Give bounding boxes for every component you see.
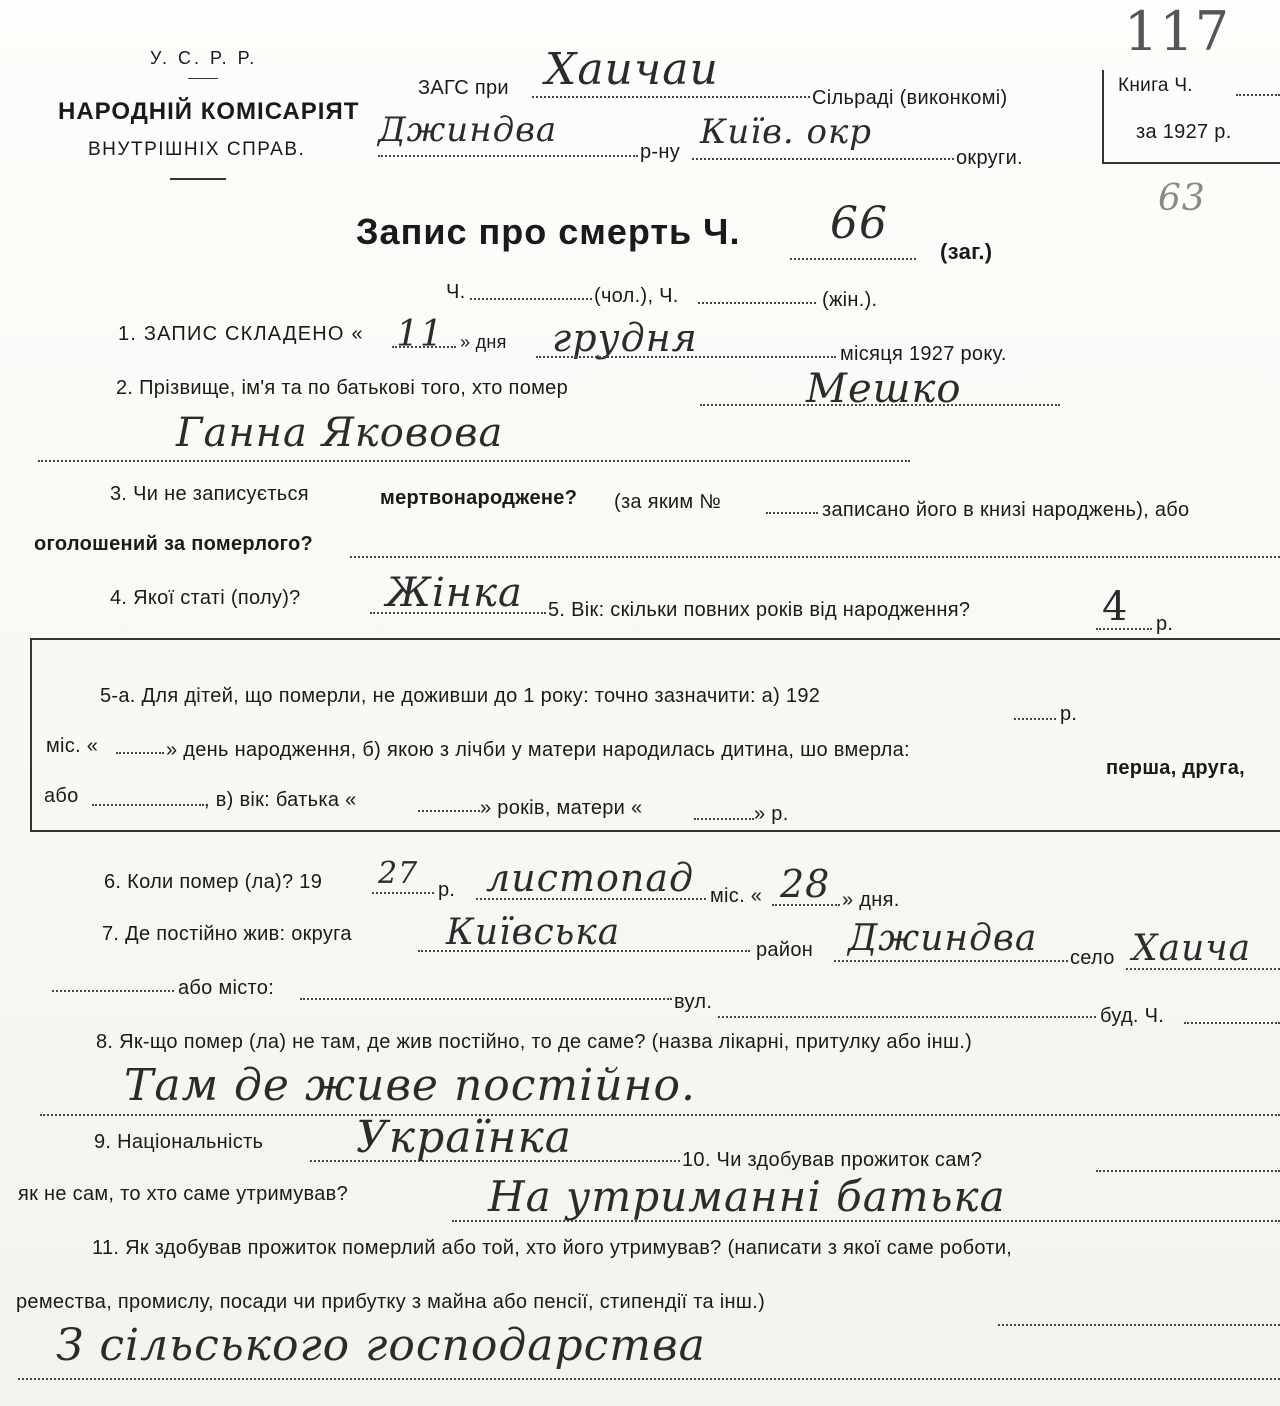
f5a-line2-bold: перша, друга, <box>1106 757 1246 779</box>
zags-village-handwritten: Хаичаи <box>545 44 719 95</box>
rnu-label: р-ну <box>640 141 681 163</box>
f7-label: 7. Де постійно жив: округа <box>102 923 352 945</box>
f6-dnia: » дня. <box>842 889 900 911</box>
dotted-line <box>998 1324 1280 1326</box>
f5-label: 5. Вік: скільки повних років від народження? <box>548 599 971 621</box>
f5a-line1-end: р. <box>1060 703 1078 725</box>
f1-month-handwritten: грудня <box>552 316 698 360</box>
dotted-line <box>452 1220 1280 1222</box>
dotted-line <box>52 990 174 992</box>
book-box-bottom <box>1102 162 1280 164</box>
dotted-line <box>476 898 706 900</box>
f7-okruha-handwritten: Київська <box>446 912 621 953</box>
dotted-line <box>698 302 816 304</box>
dotted-line <box>1184 1022 1280 1024</box>
dotted-line <box>38 460 910 462</box>
dotted-line <box>372 892 434 894</box>
dotted-line <box>470 298 592 300</box>
dotted-line <box>310 1160 680 1162</box>
f8-value-handwritten: Там де живе постійно. <box>124 1060 697 1111</box>
commissariat-label: НАРОДНІЙ КОМІСАРІЯТ <box>58 98 360 125</box>
dotted-line <box>1014 718 1056 720</box>
corner-number-handwritten: 117 <box>1124 0 1231 63</box>
dotted-line <box>392 346 456 348</box>
f6-month-handwritten: листопад <box>486 856 695 900</box>
dotted-line <box>418 810 480 812</box>
dotted-line <box>378 155 638 157</box>
ch-label: Ч. <box>446 281 466 303</box>
divider <box>170 178 226 180</box>
dotted-line <box>766 512 818 514</box>
f3-rest: (за яким № <box>614 491 722 513</box>
f7-bud: буд. Ч. <box>1100 1005 1165 1027</box>
f10-value-handwritten: На утриманні батька <box>488 1172 1006 1221</box>
f5a-line3b: , в) вік: батька « <box>204 789 357 811</box>
f6-r: р. <box>438 879 456 901</box>
dotted-line <box>772 904 840 906</box>
f5-age-handwritten: 4 <box>1102 584 1129 630</box>
f5a-line3c: » років, матери « <box>480 797 643 819</box>
dotted-line <box>350 556 1280 558</box>
book-box-left <box>1102 70 1104 162</box>
dotted-line <box>300 998 672 1000</box>
okruh-handwritten: Київ. окр <box>700 112 873 152</box>
f3-label: 3. Чи не записується <box>110 483 309 505</box>
f6-label: 6. Коли помер (ла)? 19 <box>104 871 323 893</box>
f1-mid: » дня <box>460 332 507 352</box>
dotted-line <box>18 1378 1280 1380</box>
dotted-line <box>718 1016 1096 1018</box>
f7-selo-handwritten: Хаича <box>1132 928 1252 969</box>
dotted-line <box>370 612 546 614</box>
book-year: за 1927 р. <box>1136 121 1232 143</box>
f7-abo-misto: або місто: <box>178 977 275 999</box>
f3-declared-dead: оголошений за померлого? <box>34 533 314 555</box>
internal-affairs-label: ВНУТРІШНІХ СПРАВ. <box>88 139 306 160</box>
f11-value-handwritten: З сільського господарства <box>56 1320 706 1371</box>
dotted-line <box>790 258 916 260</box>
f9-label: 9. Національність <box>94 1131 264 1153</box>
zag-label: (заг.) <box>940 239 993 264</box>
page-title: Запис про смерть Ч. <box>356 211 741 252</box>
book-label: Книга Ч. <box>1118 75 1193 96</box>
dotted-line <box>116 752 164 754</box>
f11-label: 11. Як здобував прожиток померлий або той, хто його утримував? (написати з якої саме роботи, <box>92 1237 1013 1259</box>
f6-year-handwritten: 27 <box>378 856 419 891</box>
f5a-line1: 5-а. Для дітей, що померли, не доживши до 1 року: точно зазначити: а) 192 <box>100 685 821 707</box>
f3-stillborn: мертвонароджене? <box>380 487 578 509</box>
f5a-line2a: міс. « <box>46 735 99 757</box>
f6-day-handwritten: 28 <box>780 862 831 906</box>
dotted-line <box>1096 1170 1280 1172</box>
f6-mis: міс. « <box>710 885 763 907</box>
f9-nationality-handwritten: Українка <box>356 1112 573 1163</box>
f7-raion: район <box>756 939 814 961</box>
divider <box>188 78 218 79</box>
dotted-line <box>536 356 836 358</box>
f1-day-handwritten: 11 <box>396 314 444 355</box>
f5a-line3a: або <box>44 785 79 807</box>
f11-line2: ремества, промислу, посади чи прибутку з майна або пенсії, стипендії та інш.) <box>16 1291 766 1313</box>
f7-selo: село <box>1070 947 1115 969</box>
dotted-line <box>694 818 754 820</box>
f1-suffix: місяця 1927 року. <box>840 343 1007 365</box>
f5a-line3d: » р. <box>754 803 789 825</box>
corner-stamp-handwritten: 63 <box>1158 178 1206 219</box>
f7-vul: вул. <box>674 991 713 1013</box>
f7-raion-handwritten: Джиндва <box>848 918 1038 959</box>
chol-label: (чол.), Ч. <box>594 285 679 307</box>
dotted-line <box>1096 628 1152 630</box>
f5a-line2b: » день народження, б) якою з лічби у матери народилась дитина, шо вмерла: <box>166 739 910 761</box>
f2-surname-handwritten: Мешко <box>806 366 962 412</box>
f10-line2: як не сам, то хто саме утримував? <box>18 1183 349 1205</box>
dotted-line <box>834 960 1068 962</box>
zags-prefix: ЗАГС при <box>418 77 509 99</box>
dotted-line <box>1126 968 1280 970</box>
republic-label: У. С. Р. Р. <box>150 48 258 68</box>
dotted-line <box>1236 94 1280 96</box>
f4-sex-handwritten: Жінка <box>386 570 523 616</box>
district-handwritten: Джиндва <box>378 110 558 150</box>
f5-unit: р. <box>1156 613 1174 635</box>
f2-label: 2. Прізвище, ім'я та по батькові того, хто помер <box>116 377 569 399</box>
f4-label: 4. Якої статі (полу)? <box>110 587 301 609</box>
record-number-handwritten: 66 <box>830 198 888 249</box>
okruhy-label: округи. <box>956 147 1023 169</box>
f1-prefix: 1. ЗАПИС СКЛАДЕНО « <box>118 323 364 345</box>
dotted-line <box>418 950 750 952</box>
dotted-line <box>92 804 204 806</box>
silradi-label: Сільраді (виконкомі) <box>812 87 1008 109</box>
dotted-line <box>532 96 810 98</box>
dotted-line <box>692 158 954 160</box>
zhin-label: (жін.). <box>822 289 878 311</box>
dotted-line <box>40 1114 1280 1116</box>
f3-rest2: записано його в книзі народжень), або <box>822 499 1190 521</box>
f2-name-handwritten: Ганна Яковова <box>176 410 504 456</box>
f8-label: 8. Як-що помер (ла) не там, де жив постійно, то де саме? (назва лікарні, притулку або інш.) <box>96 1031 973 1053</box>
f10-label: 10. Чи здобував прожиток сам? <box>682 1149 983 1171</box>
